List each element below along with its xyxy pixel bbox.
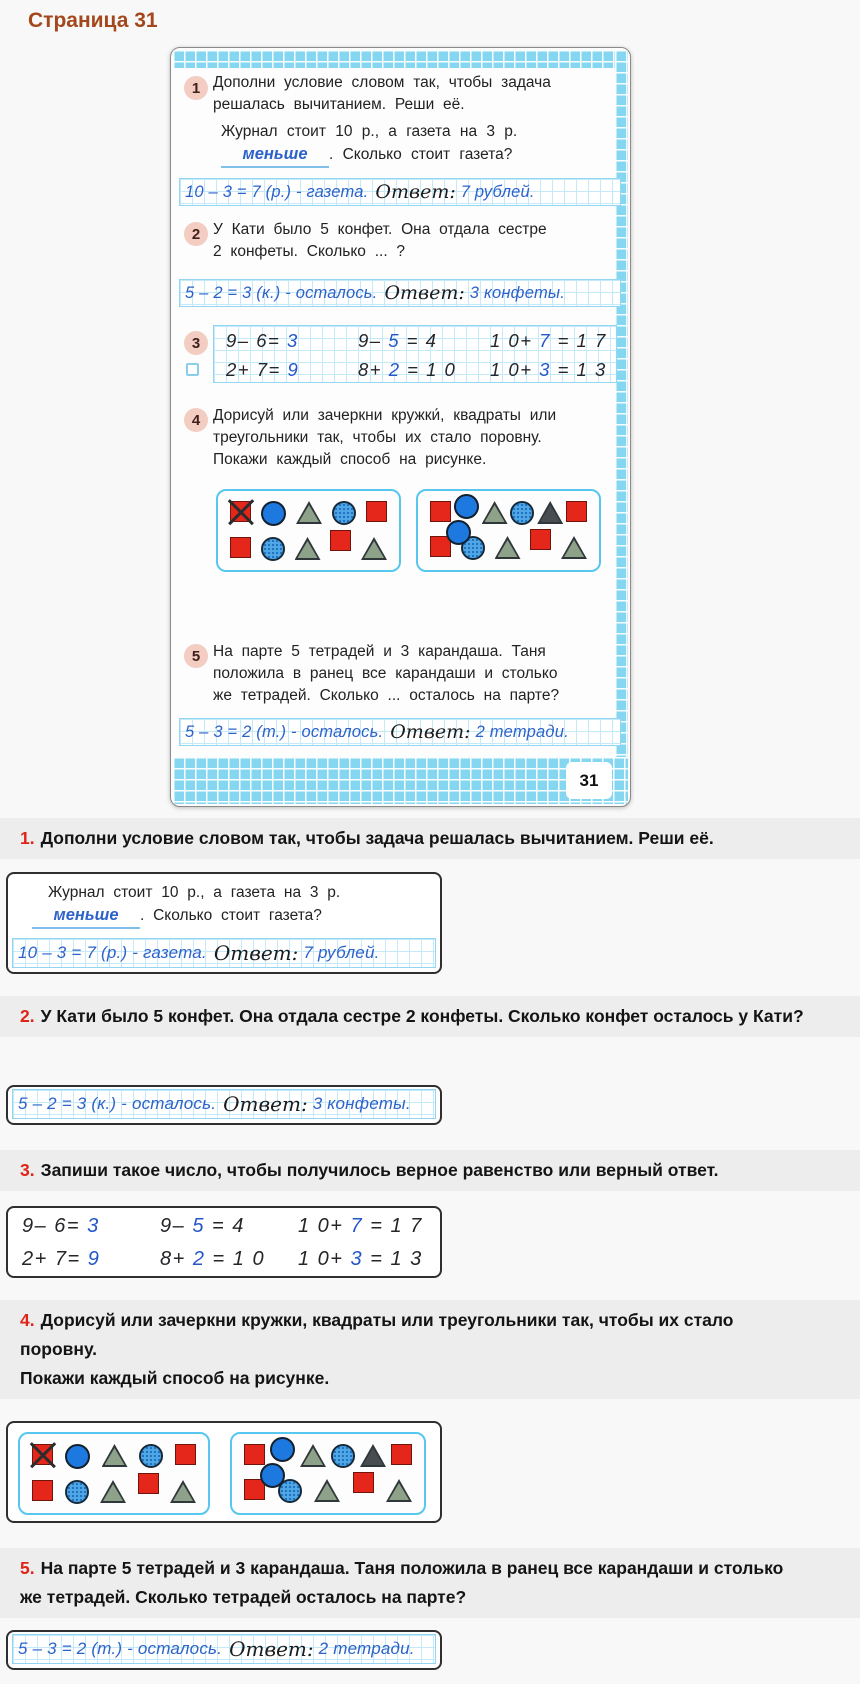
answer-line: [12, 1634, 436, 1664]
eq-pre: 1 0+: [298, 1248, 351, 1270]
red-square: [530, 529, 551, 550]
eq-pre: 2+ 7=: [22, 1248, 88, 1270]
problem-4-line1: Дорисуй или зачеркни кружки́, квадраты или: [213, 407, 557, 424]
problem-2-number-badge: 2: [184, 222, 208, 246]
section-heading-3: [0, 1150, 860, 1191]
solid-circle: [261, 501, 286, 526]
section-text-2: Покажи каждый способ на рисунке.: [20, 1368, 330, 1388]
equation: [146, 1215, 284, 1238]
shapes-box-right: [416, 489, 601, 572]
page-title: Страница 31: [28, 9, 158, 32]
dotted-circle: [331, 1444, 355, 1468]
answer-box-1: [6, 872, 442, 974]
answer-line: [12, 1089, 436, 1119]
red-square: [566, 501, 587, 522]
shape-row: [218, 501, 399, 526]
problem-4-line2: треугольники так, чтобы их стало поровну.: [213, 429, 542, 446]
equation-row: [8, 1210, 440, 1243]
answer-value: 2 тетради.: [318, 1639, 415, 1658]
task-text: [32, 881, 340, 929]
eq-pre: 9– 6=: [22, 1215, 88, 1237]
red-square-crossed: [230, 501, 251, 522]
eq-post: = 1 0: [205, 1248, 266, 1270]
solid-circle: [260, 1463, 285, 1488]
task-line1: Журнал стоит 10 р., а газета на 3 р.: [48, 884, 341, 901]
answer-expression: 5 – 3 = 2 (т.) - осталось.: [18, 1639, 223, 1658]
equation: [478, 330, 610, 352]
equation: [284, 1248, 422, 1271]
eq-filled-answer: 7: [539, 329, 551, 351]
checker-strip-right: [615, 50, 628, 804]
problem-5-line3: же тетрадей. Сколько ... осталось на парте?: [213, 687, 560, 704]
eq-post: = 1 7: [550, 329, 607, 351]
green-triangle: [386, 1479, 412, 1502]
eq-filled-answer: 3: [350, 1248, 364, 1270]
eq-pre: 9– 6=: [226, 329, 287, 351]
problem-3-number-badge: 3: [184, 331, 208, 355]
answer-value: 7 рублей.: [303, 943, 380, 962]
answer-expression: 5 – 2 = 3 (к.) - осталось.: [18, 1094, 217, 1113]
problem-1-task: [221, 120, 517, 168]
eq-filled-answer: 7: [350, 1215, 364, 1237]
shape-row: [20, 1444, 208, 1469]
equation: [346, 359, 478, 381]
shape-row: [232, 1444, 424, 1468]
eq-filled-answer: 2: [388, 358, 401, 380]
solid-circle: [270, 1437, 295, 1462]
section-number: 4.: [20, 1310, 35, 1330]
section-number: 1.: [20, 828, 35, 848]
problem-5-number-badge: 5: [184, 644, 208, 668]
shapes-box-left: [18, 1432, 210, 1515]
green-triangle: [295, 537, 321, 560]
eq-post: = 1 7: [363, 1215, 423, 1237]
eq-pre: 2+ 7=: [226, 358, 288, 380]
red-square: [330, 530, 351, 551]
empty-checkbox: [186, 363, 199, 376]
green-triangle: [361, 537, 387, 560]
problem-4-number-badge: 4: [184, 408, 208, 432]
red-square: [353, 1472, 374, 1493]
problem-1-text: [213, 72, 613, 116]
answer-expression: 10 – 3 = 7 (р.) - газета.: [18, 943, 207, 962]
shape-row: [218, 537, 399, 561]
workbook-page-number: 31: [566, 762, 612, 799]
eq-pre: 9–: [358, 329, 389, 351]
otvet-label: Ответ:: [229, 1637, 314, 1661]
answer-line-2: [179, 279, 621, 307]
section-text: Дорисуй или зачеркни кружки, квадраты или треугольники так, чтобы их стало поровну.: [20, 1310, 734, 1359]
eq-filled-answer: 9: [87, 1248, 101, 1270]
eq-filled-answer: 5: [192, 1215, 205, 1237]
eq-post: = 1 3: [550, 358, 607, 380]
red-square: [175, 1444, 196, 1465]
green-triangle: [102, 1444, 128, 1467]
shape-row: [20, 1480, 208, 1504]
problem-4-text: [213, 405, 613, 471]
shapes-box-left: [216, 489, 401, 572]
green-triangle: [561, 536, 587, 559]
problem-2-line2: 2 конфеты. Сколько ... ?: [213, 243, 406, 260]
equation-grid: [8, 1208, 440, 1276]
dotted-circle: [65, 1480, 89, 1504]
equation: [146, 1248, 284, 1271]
section-heading-2: [0, 996, 860, 1037]
green-triangle: [314, 1479, 340, 1502]
equation: [214, 330, 346, 352]
dark-triangle: [537, 501, 563, 524]
problem-1-number-badge: 1: [184, 76, 208, 100]
answer-line: [12, 938, 436, 968]
red-square: [244, 1444, 265, 1465]
eq-post: = 1 0: [400, 358, 457, 380]
equation: [478, 359, 610, 381]
section-text: Запиши такое число, чтобы получилось верное равенство или верный ответ.: [40, 1160, 719, 1180]
eq-post: = 1 3: [363, 1248, 423, 1270]
eq-post: = 4: [204, 1215, 245, 1237]
green-triangle: [100, 1480, 126, 1503]
equation: [346, 330, 478, 352]
eq-pre: 1 0+: [298, 1215, 351, 1237]
red-square: [32, 1480, 53, 1501]
red-square: [366, 501, 387, 522]
otvet-label: Ответ:: [213, 941, 299, 965]
answer-expression: 5 – 3 = 2 (т.) - осталось.: [185, 722, 384, 741]
eq-filled-answer: 3: [539, 358, 551, 380]
section-text: Дополни условие словом так, чтобы задача решалась вычитанием. Реши её.: [40, 828, 714, 848]
dotted-circle: [510, 501, 534, 525]
answer-box-3: [6, 1206, 442, 1278]
eq-filled-answer: 3: [87, 1215, 100, 1237]
section-text: На парте 5 тетрадей и 3 карандаша. Таня положила в ранец все карандаши и столько же тетрадей. Сколько тетрадей осталось на парте?: [20, 1558, 784, 1607]
section-number: 3.: [20, 1160, 35, 1180]
section-heading-1: [0, 818, 860, 859]
dark-triangle: [360, 1444, 386, 1467]
problem-2-line1: У Кати было 5 конфет. Она отдала сестре: [213, 221, 547, 238]
task-line2: . Сколько стоит газета?: [329, 146, 513, 163]
solid-circle: [446, 520, 471, 545]
otvet-label: Ответ:: [223, 1092, 308, 1116]
answer-box-2: [6, 1085, 442, 1125]
otvet-label: Ответ:: [384, 282, 465, 304]
equation-row: [8, 1243, 440, 1276]
eq-filled-answer: 2: [192, 1248, 206, 1270]
problem-2-text: [213, 219, 613, 263]
section-text: У Кати было 5 конфет. Она отдала сестре 2 конфеты. Сколько конфет осталось у Кати?: [40, 1006, 804, 1026]
equation-row: [214, 355, 616, 384]
otvet-label: Ответ:: [375, 181, 456, 203]
equation: [214, 359, 346, 381]
problem-5-line2: положила в ранец все карандаши и столько: [213, 665, 558, 682]
red-square: [391, 1444, 412, 1465]
workbook-page-scan: [170, 47, 631, 807]
task-line1: Журнал стоит 10 р., а газета на 3 р.: [221, 123, 518, 140]
shape-row: [232, 1479, 424, 1503]
answer-expression: 10 – 3 = 7 (р.) - газета.: [185, 182, 369, 201]
shapes-box-right: [230, 1432, 426, 1515]
section-heading-4: [0, 1300, 860, 1399]
equation: [8, 1215, 146, 1238]
dotted-circle: [332, 501, 356, 525]
equation: [284, 1215, 422, 1238]
eq-filled-answer: 3: [286, 329, 299, 351]
problem-5-text: [213, 641, 613, 707]
dotted-circle: [139, 1444, 163, 1468]
checker-band-bottom: [173, 757, 628, 804]
answer-box-5: [6, 1630, 442, 1670]
eq-filled-answer: 5: [388, 329, 401, 351]
red-square-crossed: [32, 1444, 53, 1465]
problem-1-line1: Дополни условие словом так, чтобы задача: [213, 74, 551, 91]
section-heading-5: [0, 1548, 860, 1618]
filled-blank-word: меньше: [32, 904, 140, 929]
green-triangle: [170, 1480, 196, 1503]
task-line2: . Сколько стоит газета?: [140, 907, 322, 924]
problem-5-line1: На парте 5 тетрадей и 3 карандаша. Таня: [213, 643, 546, 660]
eq-pre: 1 0+: [490, 358, 540, 380]
eq-pre: 8+: [160, 1248, 193, 1270]
equation: [8, 1248, 146, 1271]
red-square: [430, 501, 451, 522]
solid-circle: [65, 1444, 90, 1469]
answer-box-4: [6, 1421, 442, 1523]
equation-grid: [213, 325, 617, 383]
green-triangle: [296, 501, 322, 524]
shape-row: [418, 536, 599, 560]
answer-value: 2 тетради.: [475, 722, 569, 741]
solid-circle: [454, 494, 479, 519]
eq-pre: 1 0+: [490, 329, 540, 351]
green-triangle: [300, 1444, 326, 1467]
green-triangle: [495, 536, 521, 559]
answer-line-5: [179, 718, 621, 746]
green-triangle: [482, 501, 508, 524]
red-square: [138, 1473, 159, 1494]
eq-filled-answer: 9: [287, 358, 300, 380]
otvet-label: Ответ:: [390, 721, 471, 743]
section-number: 2.: [20, 1006, 35, 1026]
eq-pre: 8+: [358, 358, 389, 380]
red-square: [230, 537, 251, 558]
shape-row: [418, 501, 599, 525]
answer-line-1: [179, 178, 621, 206]
answer-value: 3 конфеты.: [312, 1094, 411, 1113]
checker-band-top: [173, 50, 628, 68]
filled-blank-word: меньше: [221, 143, 329, 168]
answer-value: 7 рублей.: [460, 182, 535, 201]
equation-row: [214, 326, 616, 355]
eq-pre: 9–: [160, 1215, 193, 1237]
eq-post: = 4: [400, 329, 438, 351]
problem-1-line2: решалась вычитанием. Реши её.: [213, 96, 465, 113]
section-number: 5.: [20, 1558, 35, 1578]
problem-4-line3: Покажи каждый способ на рисунке.: [213, 451, 487, 468]
answer-value: 3 конфеты.: [469, 283, 566, 302]
dotted-circle: [261, 537, 285, 561]
answer-expression: 5 – 2 = 3 (к.) - осталось.: [185, 283, 378, 302]
